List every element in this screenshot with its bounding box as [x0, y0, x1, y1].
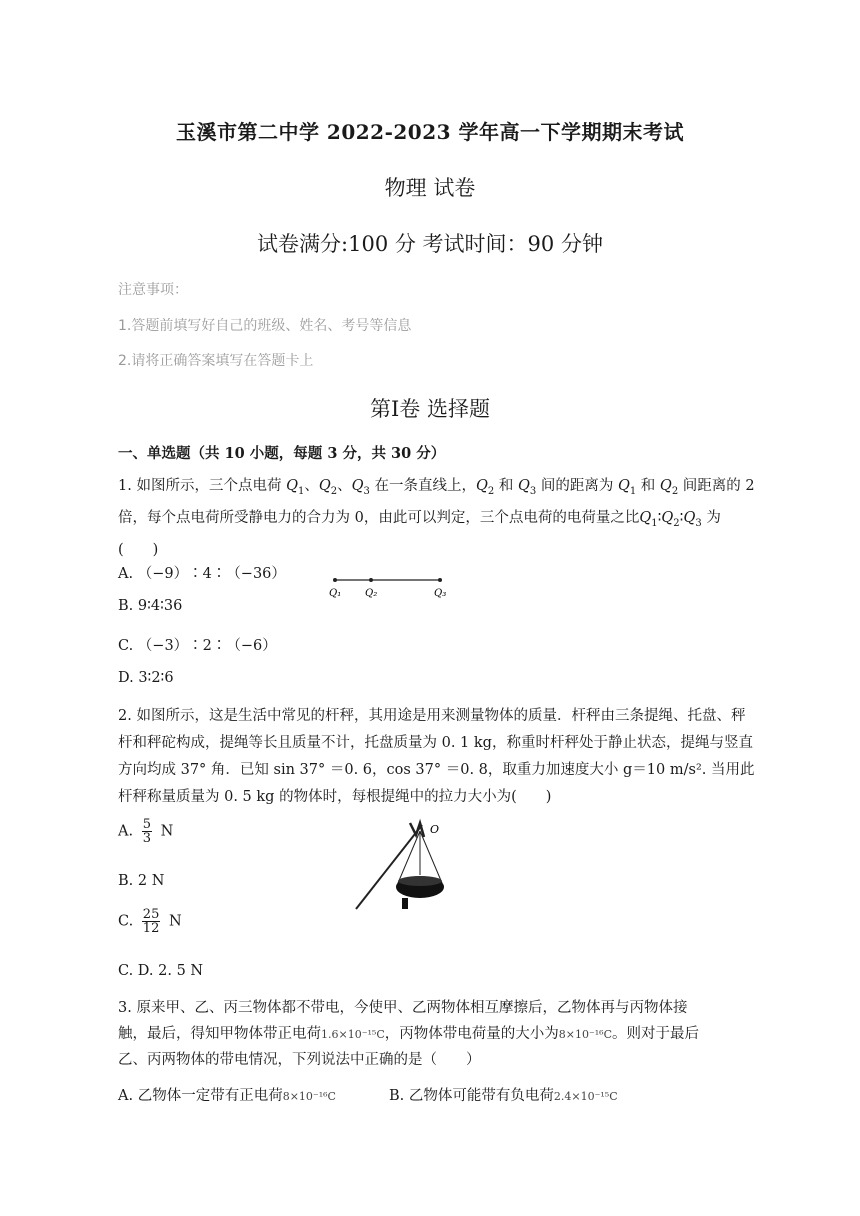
- q3-option-a: A. 乙物体一定带有正电荷8×10⁻¹⁶C: [118, 1088, 336, 1104]
- question-3-line-3: 乙、丙两物体的带电情况，下列说法中正确的是（ ）: [118, 1052, 481, 1068]
- q1-option-a: A. （−9）∶4∶（−36）: [118, 566, 286, 582]
- section-heading: 一、单选题（共 10 小题，每题 3 分，共 30 分）: [118, 445, 446, 462]
- question-3-line-2: 触，最后，得知甲物体带正电荷1.6×10⁻¹⁵C，丙物体带电荷量的大小为8×10⁻¹⁶C。则对于最后: [118, 1026, 700, 1042]
- q3-label: Q₃: [434, 588, 447, 599]
- q2-label: Q₂: [365, 588, 378, 599]
- q1-option-c: C. （−3）∶2∶（−6）: [118, 638, 277, 654]
- charge-value: 8×10⁻¹⁶C: [558, 1028, 613, 1041]
- exam-subject: 物理 试卷: [384, 176, 476, 200]
- note-item: 2.请将正确答案填写在答题卡上: [118, 353, 314, 369]
- question-3-line-1: 3. 原来甲、乙、丙三物体都不带电，今使甲、乙两物体相互摩擦后，乙物体再与丙物体接: [118, 1000, 688, 1016]
- charges-line-figure: [320, 572, 460, 602]
- question-1-stem: 1. 如图所示，三个点电荷 $Q_1$、$Q_2$、$Q_3$ 在一条直线上，$Q_2$ 和 $Q_3$ 间的距离为 $Q_1$ 和 $Q_2$ 间距离的 2 倍，每个点电荷所受静电力的合力为 0，由此可以判定，三个点电荷的电荷量之比$Q_1∶Q_2∶Q_3$ 为( ): [118, 478, 755, 558]
- q2-option-d: C. D. 2. 5 N: [118, 963, 204, 979]
- charge-value: 1.6×10⁻¹⁵C: [321, 1028, 385, 1041]
- notes-heading: 注意事项：: [118, 282, 188, 298]
- part-title: 第Ⅰ卷 选择题: [370, 397, 490, 421]
- q1-option-b: B. 9∶4∶36: [118, 598, 183, 614]
- q2-option-c: C. $\frac{25}{12}$ N: [118, 907, 182, 936]
- q2-option-b: B. 2 N: [118, 873, 165, 889]
- q3-option-b: B. 乙物体可能带有负电荷2.4×10⁻¹⁵C: [389, 1088, 618, 1104]
- note-item: 1.答题前填写好自己的班级、姓名、考号等信息: [118, 318, 412, 334]
- q2-option-a: A. $\frac{5}{3}$ N: [118, 817, 174, 846]
- q1-option-d: D. 3∶2∶6: [118, 670, 174, 686]
- exam-info: 试卷满分:100 分 考试时间：90 分钟: [257, 232, 603, 256]
- steelyard-figure: [350, 815, 460, 915]
- pivot-label: O: [430, 823, 440, 836]
- exam-title: 玉溪市第二中学 2022-2023 学年高一下学期期末考试: [175, 120, 685, 144]
- q1-label: Q₁: [329, 588, 342, 599]
- question-2-stem: 2. 如图所示，这是生活中常见的杆秤，其用途是用来测量物体的质量．杆秤由三条提绳、托盘、秤杆和秤砣构成，提绳等长且质量不计，托盘质量为 0. 1 kg，称重时杆秤处于静止状态，提绳与竖直方向均成 37° 角．已知 sin 37° ＝0. 6，cos 37° ＝0. 8，取重力加速度大小 g＝10 m/s². 当用此杆秤称量质量为 0. 5 kg 的物体时，每根提绳中的拉力大小为( ): [118, 708, 755, 805]
